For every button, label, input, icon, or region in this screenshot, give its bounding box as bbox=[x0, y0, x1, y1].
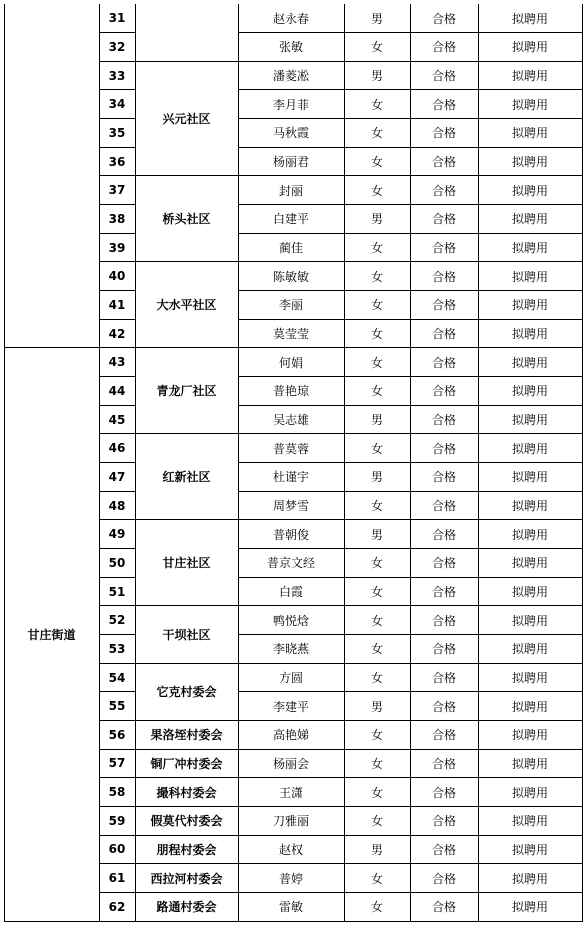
community-name: 铜厂冲村委会 bbox=[150, 756, 223, 771]
hire-status: 拟聘用 bbox=[511, 355, 548, 370]
grid-line bbox=[410, 4, 411, 922]
person-name: 潘菱凇 bbox=[272, 69, 309, 84]
row-number: 37 bbox=[108, 183, 126, 198]
person-name: 普朝俊 bbox=[272, 527, 309, 542]
row-number: 32 bbox=[108, 39, 126, 54]
hire-status: 拟聘用 bbox=[511, 785, 548, 800]
exam-result: 合格 bbox=[431, 126, 456, 141]
exam-result: 合格 bbox=[431, 613, 456, 628]
gender: 女 bbox=[370, 97, 383, 112]
exam-result: 合格 bbox=[431, 40, 456, 55]
exam-result: 合格 bbox=[431, 155, 456, 170]
hire-status: 拟聘用 bbox=[511, 155, 548, 170]
exam-result: 合格 bbox=[431, 11, 456, 26]
gender: 男 bbox=[370, 699, 383, 714]
gender: 女 bbox=[370, 814, 383, 829]
person-name: 刀雅丽 bbox=[272, 814, 309, 829]
person-name: 周梦雪 bbox=[272, 499, 309, 514]
row-number: 50 bbox=[108, 555, 126, 570]
community-name: 桥头社区 bbox=[162, 212, 211, 227]
community-name: 甘庄社区 bbox=[162, 556, 211, 571]
hire-status: 拟聘用 bbox=[511, 527, 548, 542]
exam-result: 合格 bbox=[431, 384, 456, 399]
person-name: 封丽 bbox=[278, 183, 303, 198]
gender: 男 bbox=[370, 842, 383, 857]
row-number: 62 bbox=[108, 899, 126, 914]
row-number: 38 bbox=[108, 211, 126, 226]
community-name: 路通村委会 bbox=[156, 900, 217, 915]
person-name: 普京文经 bbox=[266, 556, 315, 571]
person-name: 李晓燕 bbox=[272, 642, 309, 657]
gender: 女 bbox=[370, 269, 383, 284]
grid-line bbox=[4, 921, 100, 922]
hire-status: 拟聘用 bbox=[511, 183, 548, 198]
hire-status: 拟聘用 bbox=[511, 97, 548, 112]
community-name: 西拉河村委会 bbox=[150, 871, 223, 886]
exam-result: 合格 bbox=[431, 499, 456, 514]
gender: 女 bbox=[370, 384, 383, 399]
gender: 女 bbox=[370, 441, 383, 456]
community-name: 红新社区 bbox=[162, 470, 211, 485]
row-number: 43 bbox=[108, 355, 126, 370]
gender: 女 bbox=[370, 900, 383, 915]
gender: 女 bbox=[370, 183, 383, 198]
person-name: 吴志雄 bbox=[272, 413, 309, 428]
person-name: 马秋霞 bbox=[272, 126, 309, 141]
person-name: 张敏 bbox=[278, 40, 303, 55]
person-name: 李丽 bbox=[278, 298, 303, 313]
hire-status: 拟聘用 bbox=[511, 470, 548, 485]
hire-status: 拟聘用 bbox=[511, 756, 548, 771]
gender: 女 bbox=[370, 671, 383, 685]
exam-result: 合格 bbox=[431, 327, 456, 342]
person-name: 陈敏敏 bbox=[272, 269, 309, 284]
hire-status: 拟聘用 bbox=[511, 728, 548, 743]
hire-status: 拟聘用 bbox=[511, 11, 548, 26]
hire-status: 拟聘用 bbox=[511, 298, 548, 313]
grid-line bbox=[582, 4, 583, 922]
row-number: 34 bbox=[108, 97, 126, 112]
person-name: 雷敏 bbox=[278, 900, 303, 915]
exam-result: 合格 bbox=[431, 699, 456, 714]
row-number: 52 bbox=[108, 613, 126, 628]
hire-status: 拟聘用 bbox=[511, 441, 548, 456]
gender: 女 bbox=[370, 556, 383, 571]
person-name: 方圆 bbox=[278, 671, 303, 685]
person-name: 赵权 bbox=[278, 842, 303, 857]
community-name: 青龙厂社区 bbox=[156, 384, 217, 399]
hire-status: 拟聘用 bbox=[511, 241, 548, 256]
grid-line bbox=[344, 4, 345, 922]
hire-status: 拟聘用 bbox=[511, 642, 548, 657]
exam-result: 合格 bbox=[431, 814, 456, 829]
row-number: 40 bbox=[108, 269, 126, 284]
person-name: 杜谨宇 bbox=[272, 470, 309, 485]
hire-status: 拟聘用 bbox=[511, 671, 548, 685]
person-name: 杨丽会 bbox=[272, 756, 309, 771]
gender: 女 bbox=[370, 756, 383, 771]
exam-result: 合格 bbox=[431, 241, 456, 256]
row-number: 44 bbox=[108, 383, 126, 398]
hire-status: 拟聘用 bbox=[511, 384, 548, 399]
gender: 女 bbox=[370, 155, 383, 170]
row-number: 59 bbox=[108, 813, 126, 828]
grid-line bbox=[238, 4, 239, 922]
row-number: 35 bbox=[108, 125, 126, 140]
exam-result: 合格 bbox=[431, 585, 456, 600]
exam-result: 合格 bbox=[431, 785, 456, 800]
hire-status: 拟聘用 bbox=[511, 900, 548, 915]
exam-result: 合格 bbox=[431, 527, 456, 542]
person-name: 普莫蓉 bbox=[272, 441, 309, 456]
exam-result: 合格 bbox=[431, 69, 456, 84]
row-number: 61 bbox=[108, 871, 126, 886]
gender: 男 bbox=[370, 470, 383, 485]
gender: 女 bbox=[370, 585, 383, 600]
gender: 男 bbox=[370, 69, 383, 84]
exam-result: 合格 bbox=[431, 642, 456, 657]
gender: 女 bbox=[370, 785, 383, 800]
exam-result: 合格 bbox=[431, 298, 456, 313]
community-name: 朋程村委会 bbox=[156, 842, 217, 857]
community-name: 兴元社区 bbox=[162, 112, 211, 127]
person-name: 李建平 bbox=[272, 699, 309, 714]
person-name: 杨丽君 bbox=[272, 155, 309, 170]
results-table bbox=[4, 4, 582, 921]
row-number: 49 bbox=[108, 527, 126, 542]
person-name: 蔺佳 bbox=[278, 241, 303, 256]
row-number: 33 bbox=[108, 68, 126, 83]
hire-status: 拟聘用 bbox=[511, 212, 548, 227]
exam-result: 合格 bbox=[431, 556, 456, 571]
community-name: 撮科村委会 bbox=[156, 785, 217, 800]
hire-status: 拟聘用 bbox=[511, 842, 548, 857]
exam-result: 合格 bbox=[431, 97, 456, 112]
gender: 女 bbox=[370, 613, 383, 628]
row-number: 39 bbox=[108, 240, 126, 255]
person-name: 普艳琼 bbox=[272, 384, 309, 399]
person-name: 白霞 bbox=[278, 585, 303, 600]
community-name: 假莫代村委会 bbox=[150, 814, 223, 829]
grid-line bbox=[135, 921, 239, 922]
community-name: 它克村委会 bbox=[156, 685, 217, 700]
gender: 男 bbox=[370, 413, 383, 428]
hire-status: 拟聘用 bbox=[511, 69, 548, 84]
exam-result: 合格 bbox=[431, 671, 456, 685]
person-name: 王潇 bbox=[278, 785, 303, 800]
hire-status: 拟聘用 bbox=[511, 269, 548, 284]
community-name: 大水平社区 bbox=[156, 298, 217, 313]
exam-result: 合格 bbox=[431, 756, 456, 771]
row-number: 55 bbox=[108, 699, 126, 714]
gender: 女 bbox=[370, 241, 383, 256]
exam-result: 合格 bbox=[431, 183, 456, 198]
row-number: 36 bbox=[108, 154, 126, 169]
street-name bbox=[4, 4, 99, 348]
hire-status: 拟聘用 bbox=[511, 871, 548, 886]
exam-result: 合格 bbox=[431, 413, 456, 428]
gender: 女 bbox=[370, 327, 383, 342]
hire-status: 拟聘用 bbox=[511, 327, 548, 342]
hire-status: 拟聘用 bbox=[511, 699, 548, 714]
gender: 女 bbox=[370, 871, 383, 886]
row-number: 51 bbox=[108, 584, 126, 599]
row-number: 46 bbox=[108, 441, 126, 456]
row-number: 56 bbox=[108, 727, 126, 742]
hire-status: 拟聘用 bbox=[511, 499, 548, 514]
person-name: 何娟 bbox=[278, 355, 303, 370]
exam-result: 合格 bbox=[431, 871, 456, 886]
person-name: 赵永春 bbox=[272, 11, 309, 26]
hire-status: 拟聘用 bbox=[511, 413, 548, 428]
row-number: 31 bbox=[108, 11, 126, 26]
person-name: 鸭悦焓 bbox=[272, 613, 309, 628]
gender: 男 bbox=[370, 11, 383, 26]
community-name bbox=[135, 4, 238, 61]
row-number: 53 bbox=[108, 641, 126, 656]
grid-line bbox=[4, 4, 5, 922]
hire-status: 拟聘用 bbox=[511, 40, 548, 55]
gender: 女 bbox=[370, 728, 383, 743]
community-name: 干坝社区 bbox=[162, 628, 211, 643]
grid-line bbox=[99, 921, 136, 922]
gender: 女 bbox=[370, 298, 383, 313]
person-name: 普婷 bbox=[278, 871, 303, 886]
row-number: 60 bbox=[108, 842, 126, 857]
row-number: 41 bbox=[108, 297, 126, 312]
gender: 女 bbox=[370, 642, 383, 657]
grid-line bbox=[135, 4, 136, 922]
exam-result: 合格 bbox=[431, 441, 456, 456]
hire-status: 拟聘用 bbox=[511, 613, 548, 628]
person-name: 白建平 bbox=[272, 212, 309, 227]
exam-result: 合格 bbox=[431, 842, 456, 857]
row-number: 57 bbox=[108, 756, 126, 771]
hire-status: 拟聘用 bbox=[511, 556, 548, 571]
exam-result: 合格 bbox=[431, 212, 456, 227]
person-name: 高艳娣 bbox=[272, 728, 309, 743]
hire-status: 拟聘用 bbox=[511, 814, 548, 829]
row-number: 48 bbox=[108, 498, 126, 513]
hire-status: 拟聘用 bbox=[511, 585, 548, 600]
grid-line bbox=[99, 4, 100, 922]
gender: 女 bbox=[370, 126, 383, 141]
row-number: 45 bbox=[108, 412, 126, 427]
community-name: 果洛垤村委会 bbox=[150, 728, 223, 743]
grid-line bbox=[238, 921, 583, 922]
exam-result: 合格 bbox=[431, 470, 456, 485]
hire-status: 拟聘用 bbox=[511, 126, 548, 141]
row-number: 54 bbox=[108, 670, 126, 685]
exam-result: 合格 bbox=[431, 269, 456, 284]
row-number: 47 bbox=[108, 469, 126, 484]
gender: 男 bbox=[370, 527, 383, 542]
row-number: 58 bbox=[108, 785, 126, 800]
person-name: 莫莹莹 bbox=[272, 327, 309, 342]
gender: 女 bbox=[370, 40, 383, 55]
grid-line bbox=[478, 4, 479, 922]
gender: 女 bbox=[370, 355, 383, 370]
person-name: 李月菲 bbox=[272, 97, 309, 112]
gender: 女 bbox=[370, 499, 383, 514]
exam-result: 合格 bbox=[431, 355, 456, 370]
gender: 男 bbox=[370, 212, 383, 227]
row-number: 42 bbox=[108, 326, 126, 341]
street-name: 甘庄街道 bbox=[27, 628, 76, 642]
exam-result: 合格 bbox=[431, 900, 456, 915]
exam-result: 合格 bbox=[431, 728, 456, 743]
